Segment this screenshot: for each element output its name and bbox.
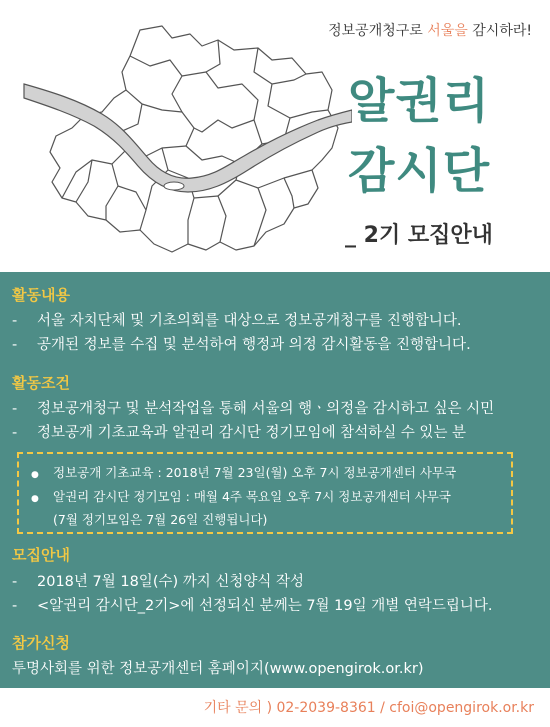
poster-header — [0, 0, 550, 272]
recruit-item: - <알권리 감시단_2기>에 선정되신 분께는 7월 19일 개별 연락드립니다. — [12, 598, 493, 614]
poster-footer — [0, 688, 550, 727]
tagline-accent: 서울을 — [427, 23, 468, 39]
activity-item-text: 공개된 정보를 수집 및 분석하여 행정과 의정 감시활동을 진행합니다. — [37, 337, 471, 353]
schedule-line: ● 정보공개 기초교육 : 2018년 7월 23일(월) 오후 7시 정보공개센터 사무국 — [31, 465, 457, 480]
section-title-conditions: 활동조건 — [12, 374, 70, 392]
condition-item-text: 정보공개청구 및 분석작업을 통해 서울의 행ㆍ의정을 감시하고 싶은 시민 — [37, 401, 495, 417]
recruit-item: - 2018년 7월 18일(수) 까지 신청양식 작성 — [12, 574, 305, 590]
seoul-district-map — [22, 20, 352, 260]
activity-item: - 서울 자치단체 및 기초의회를 대상으로 정보공개청구를 진행합니다. — [12, 313, 462, 329]
brand-title-line2: 감시단 — [348, 143, 491, 199]
section-title-activity: 활동내용 — [12, 286, 70, 304]
activity-item: - 공개된 정보를 수집 및 분석하여 행정과 의정 감시활동을 진행합니다. — [12, 337, 471, 353]
recruit-item-text: 2018년 7월 18일(수) 까지 신청양식 작성 — [37, 574, 305, 590]
schedule-line-text: 정보공개 기초교육 : 2018년 7월 23일(월) 오후 7시 정보공개센터 사무국 — [53, 465, 457, 480]
contact-info: 기타 문의 ) 02-2039-8361 / cfoi@opengirok.or.kr — [203, 700, 534, 716]
condition-item-text: 정보공개 기초교육과 알권리 감시단 정기모임에 참석하실 수 있는 분 — [37, 425, 467, 441]
section-title-recruit: 모집안내 — [12, 546, 70, 564]
condition-item: - 정보공개 기초교육과 알권리 감시단 정기모임에 참석하실 수 있는 분 — [12, 425, 467, 441]
tagline-text-end: 감시하라! — [467, 23, 532, 39]
activity-item-text: 서울 자치단체 및 기초의회를 대상으로 정보공개청구를 진행합니다. — [37, 313, 462, 329]
schedule-box — [17, 452, 513, 534]
tagline-text: 정보공개청구로 — [328, 23, 428, 39]
recruit-item-text: <알권리 감시단_2기>에 선정되신 분께는 7월 19일 개별 연락드립니다. — [37, 598, 493, 614]
schedule-line-text: 알권리 감시단 정기모임 : 매월 4주 목요일 오후 7시 정보공개센터 사무국 — [53, 489, 451, 504]
tagline — [328, 20, 532, 40]
generation-subtitle: _ 2기 모집안내 — [345, 223, 493, 248]
apply-text: 투명사회를 위한 정보공개센터 홈페이지(www.opengirok.or.kr) — [12, 661, 424, 677]
info-panel — [0, 272, 550, 688]
brand-title-line1: 알권리 — [348, 73, 491, 129]
schedule-line: ● 알권리 감시단 정기모임 : 매월 4주 목요일 오후 7시 정보공개센터 사무국 — [31, 489, 451, 504]
condition-item: - 정보공개청구 및 분석작업을 통해 서울의 행ㆍ의정을 감시하고 싶은 시민 — [12, 401, 495, 417]
schedule-note: (7월 정기모임은 7월 26일 진행됩니다) — [53, 512, 268, 527]
section-title-apply: 참가신청 — [12, 634, 70, 652]
